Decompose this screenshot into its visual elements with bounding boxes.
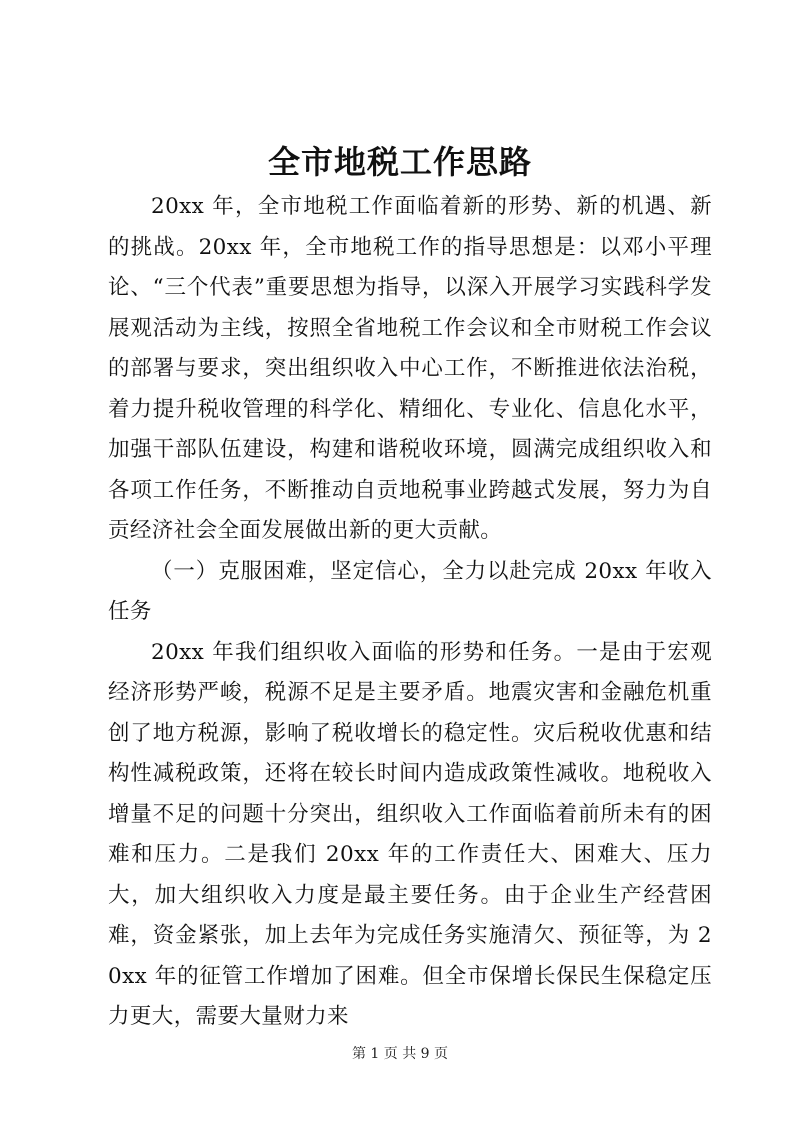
document-body — [108, 187, 712, 1038]
paragraph-revenue-situation: 20xx 年我们组织收入面临的形势和任务。一是由于宏观经济形势严峻，税源不足是主要矛盾。地震灾害和金融危机重创了地方税源，影响了税收增长的稳定性。灾后税收优惠和结构性减税政策，还将在较长时间内造成政策性减收。地税收入增量不足的问题十分突出，组织收入工作面临着前所未有的困难和压力。二是我们 20xx 年的工作责任大、困难大、压力大，加大组织收入力度是最主要任务。由于企业生产经营困难，资金紧张，加上去年为完成任务实施清欠、预征等，为 20xx 年的征管工作增加了困难。但全市保增长保民生保稳定压力更大，需要大量财力来 — [108, 639, 712, 1029]
page-number-footer: 第 1 页 共 9 页 — [351, 1046, 449, 1062]
paragraph-guiding-thought: 20xx 年，全市地税工作面临着新的形势、新的机遇、新的挑战。20xx 年，全市地税工作的指导思想是：以邓小平理论、“三个代表”重要思想为指导，以深入开展学习实践科学发展观活动为主线，按照全省地税工作会议和全市财税工作会议的部署与要求，突出组织收入中心工作，不断推进依法治税，着力提升税收管理的科学化、精细化、专业化、信息化水平，加强干部队伍建设，构建和谐税收环境，圆满完成组织收入和各项工作任务，不断推动自贡地税事业跨越式发展，努力为自贡经济社会全面发展做出新的更大贡献。 — [108, 194, 712, 543]
section-heading-1: （一）克服困难，坚定信心，全力以赴完成 20xx 年收入任务 — [108, 558, 712, 624]
document-title: 全市地税工作思路 — [267, 143, 532, 181]
